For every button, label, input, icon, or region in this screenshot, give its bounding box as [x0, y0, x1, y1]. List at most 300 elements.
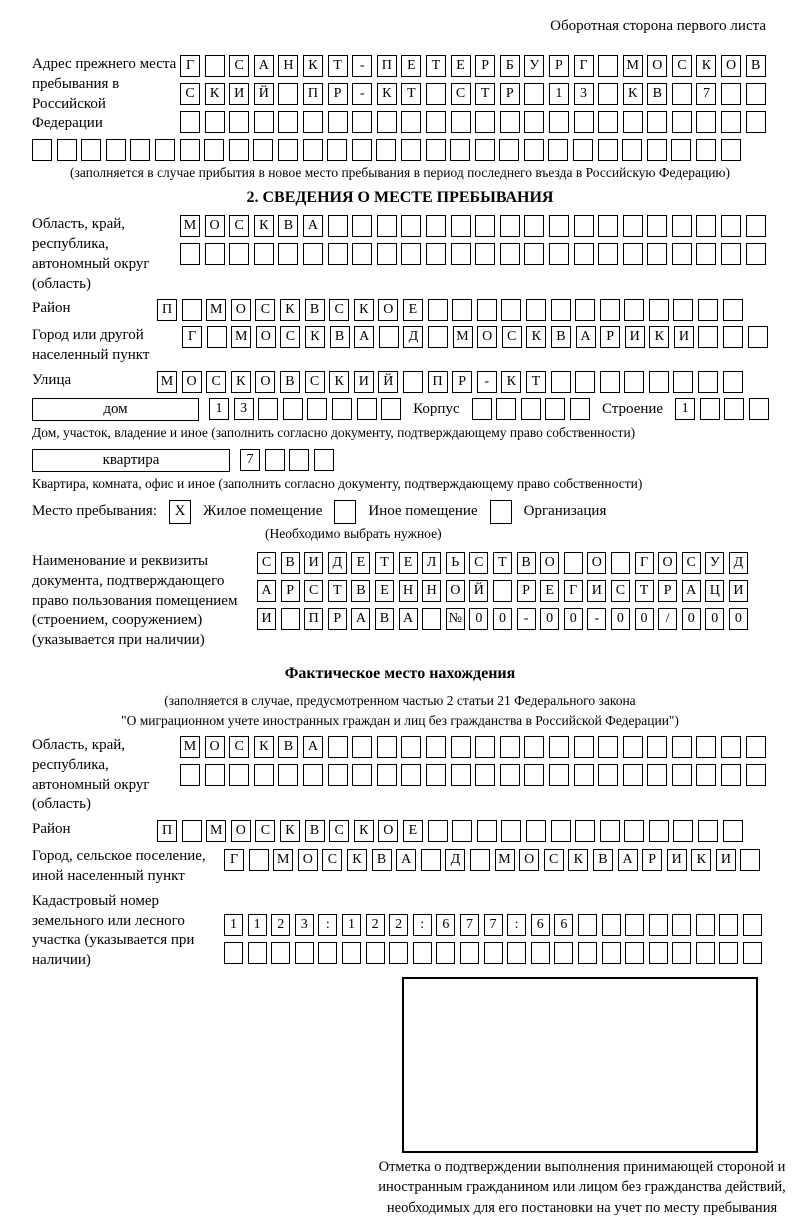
- char-cell[interactable]: [265, 449, 285, 471]
- char-cell[interactable]: [507, 942, 526, 964]
- char-cell[interactable]: Р: [475, 55, 495, 77]
- char-cell[interactable]: К: [347, 849, 367, 871]
- char-cell[interactable]: [574, 243, 594, 265]
- char-cell[interactable]: О: [658, 552, 677, 574]
- char-cell[interactable]: Е: [403, 299, 423, 321]
- char-cell[interactable]: [180, 111, 200, 133]
- char-cell[interactable]: [551, 299, 571, 321]
- char-cell[interactable]: И: [257, 608, 276, 630]
- char-cell[interactable]: К: [254, 215, 274, 237]
- char-cell[interactable]: 3: [574, 83, 594, 105]
- char-cell[interactable]: [403, 371, 423, 393]
- char-cell[interactable]: М: [453, 326, 473, 348]
- char-cell[interactable]: [698, 820, 718, 842]
- char-cell[interactable]: У: [705, 552, 724, 574]
- char-cell[interactable]: [549, 111, 569, 133]
- char-cell[interactable]: 7: [240, 449, 260, 471]
- char-cell[interactable]: Д: [445, 849, 465, 871]
- char-cell[interactable]: [524, 111, 544, 133]
- char-cell[interactable]: [570, 398, 590, 420]
- char-cell[interactable]: [493, 580, 512, 602]
- char-cell[interactable]: [352, 139, 372, 161]
- char-cell[interactable]: [574, 215, 594, 237]
- char-cell[interactable]: [180, 243, 200, 265]
- char-cell[interactable]: [573, 139, 593, 161]
- char-cell[interactable]: [401, 243, 421, 265]
- char-cell[interactable]: [500, 736, 520, 758]
- char-cell[interactable]: [278, 243, 298, 265]
- char-cell[interactable]: М: [495, 849, 515, 871]
- char-cell[interactable]: [254, 764, 274, 786]
- char-cell[interactable]: М: [157, 371, 177, 393]
- char-cell[interactable]: И: [229, 83, 249, 105]
- char-cell[interactable]: [746, 215, 766, 237]
- char-cell[interactable]: 2: [366, 914, 385, 936]
- char-cell[interactable]: [623, 764, 643, 786]
- char-cell[interactable]: 1: [224, 914, 243, 936]
- char-cell[interactable]: [307, 398, 327, 420]
- char-cell[interactable]: -: [477, 371, 497, 393]
- char-cell[interactable]: В: [551, 326, 571, 348]
- char-cell[interactable]: [526, 820, 546, 842]
- char-cell[interactable]: [598, 83, 618, 105]
- char-cell[interactable]: [723, 371, 743, 393]
- checkbox-organization[interactable]: [490, 500, 512, 524]
- char-cell[interactable]: [229, 764, 249, 786]
- char-cell[interactable]: Ц: [705, 580, 724, 602]
- char-cell[interactable]: П: [303, 83, 323, 105]
- char-cell[interactable]: [521, 398, 541, 420]
- char-cell[interactable]: [746, 243, 766, 265]
- cadastral-row-1[interactable]: [224, 914, 762, 936]
- char-cell[interactable]: С: [305, 371, 325, 393]
- stroenie-cells[interactable]: [675, 398, 769, 420]
- char-cell[interactable]: [401, 736, 421, 758]
- char-cell[interactable]: [600, 299, 620, 321]
- char-cell[interactable]: 0: [611, 608, 630, 630]
- char-cell[interactable]: Е: [375, 580, 394, 602]
- char-cell[interactable]: 7: [460, 914, 479, 936]
- char-cell[interactable]: О: [205, 736, 225, 758]
- apartment-box[interactable]: квартира: [32, 449, 230, 472]
- checkbox-residential[interactable]: X: [169, 500, 191, 524]
- char-cell[interactable]: В: [647, 83, 667, 105]
- char-cell[interactable]: О: [540, 552, 559, 574]
- char-cell[interactable]: [524, 243, 544, 265]
- char-cell[interactable]: М: [623, 55, 643, 77]
- char-cell[interactable]: [721, 83, 741, 105]
- char-cell[interactable]: О: [378, 820, 398, 842]
- char-cell[interactable]: В: [281, 552, 300, 574]
- char-cell[interactable]: [328, 764, 348, 786]
- char-cell[interactable]: [574, 764, 594, 786]
- char-cell[interactable]: М: [180, 736, 200, 758]
- char-cell[interactable]: [672, 83, 692, 105]
- char-cell[interactable]: [602, 942, 621, 964]
- char-cell[interactable]: [743, 914, 762, 936]
- char-cell[interactable]: Р: [500, 83, 520, 105]
- char-cell[interactable]: [278, 764, 298, 786]
- char-cell[interactable]: Д: [403, 326, 423, 348]
- char-cell[interactable]: 7: [484, 914, 503, 936]
- char-cell[interactable]: :: [507, 914, 526, 936]
- char-cell[interactable]: [623, 243, 643, 265]
- char-cell[interactable]: И: [674, 326, 694, 348]
- char-cell[interactable]: О: [477, 326, 497, 348]
- char-cell[interactable]: О: [205, 215, 225, 237]
- region-row-2[interactable]: [180, 243, 766, 265]
- char-cell[interactable]: [600, 371, 620, 393]
- char-cell[interactable]: [205, 111, 225, 133]
- apartment-cells[interactable]: [240, 449, 334, 471]
- char-cell[interactable]: [696, 243, 716, 265]
- prev-address-row-2[interactable]: [180, 83, 766, 105]
- char-cell[interactable]: К: [377, 83, 397, 105]
- char-cell[interactable]: Р: [452, 371, 472, 393]
- char-cell[interactable]: [575, 820, 595, 842]
- char-cell[interactable]: [460, 942, 479, 964]
- char-cell[interactable]: И: [667, 849, 687, 871]
- char-cell[interactable]: [696, 215, 716, 237]
- char-cell[interactable]: [721, 111, 741, 133]
- char-cell[interactable]: М: [231, 326, 251, 348]
- char-cell[interactable]: К: [501, 371, 521, 393]
- char-cell[interactable]: К: [280, 299, 300, 321]
- char-cell[interactable]: Е: [401, 55, 421, 77]
- char-cell[interactable]: [205, 764, 225, 786]
- char-cell[interactable]: О: [231, 820, 251, 842]
- char-cell[interactable]: Е: [399, 552, 418, 574]
- char-cell[interactable]: К: [303, 55, 323, 77]
- char-cell[interactable]: К: [568, 849, 588, 871]
- char-cell[interactable]: [673, 371, 693, 393]
- char-cell[interactable]: [749, 398, 769, 420]
- char-cell[interactable]: О: [256, 326, 276, 348]
- char-cell[interactable]: С: [451, 83, 471, 105]
- char-cell[interactable]: [207, 326, 227, 348]
- char-cell[interactable]: [598, 243, 618, 265]
- document-row-3[interactable]: [257, 608, 748, 630]
- char-cell[interactable]: О: [446, 580, 465, 602]
- char-cell[interactable]: 1: [549, 83, 569, 105]
- char-cell[interactable]: [724, 398, 744, 420]
- char-cell[interactable]: К: [696, 55, 716, 77]
- char-cell[interactable]: [611, 552, 630, 574]
- char-cell[interactable]: И: [716, 849, 736, 871]
- char-cell[interactable]: С: [229, 736, 249, 758]
- char-cell[interactable]: Д: [729, 552, 748, 574]
- char-cell[interactable]: [551, 371, 571, 393]
- char-cell[interactable]: В: [278, 736, 298, 758]
- char-cell[interactable]: [549, 736, 569, 758]
- char-cell[interactable]: [303, 764, 323, 786]
- char-cell[interactable]: [672, 764, 692, 786]
- char-cell[interactable]: [377, 736, 397, 758]
- char-cell[interactable]: [303, 111, 323, 133]
- char-cell[interactable]: [672, 914, 691, 936]
- char-cell[interactable]: 0: [705, 608, 724, 630]
- char-cell[interactable]: Р: [328, 608, 347, 630]
- char-cell[interactable]: [625, 942, 644, 964]
- char-cell[interactable]: [721, 764, 741, 786]
- char-cell[interactable]: К: [623, 83, 643, 105]
- char-cell[interactable]: [352, 764, 372, 786]
- char-cell[interactable]: В: [375, 608, 394, 630]
- char-cell[interactable]: С: [229, 55, 249, 77]
- char-cell[interactable]: [740, 849, 760, 871]
- char-cell[interactable]: Ь: [446, 552, 465, 574]
- char-cell[interactable]: [289, 449, 309, 471]
- char-cell[interactable]: [303, 139, 323, 161]
- house-box[interactable]: дом: [32, 398, 199, 421]
- cadastral-row-2[interactable]: [224, 942, 762, 964]
- char-cell[interactable]: П: [304, 608, 323, 630]
- char-cell[interactable]: [524, 764, 544, 786]
- char-cell[interactable]: Е: [451, 55, 471, 77]
- char-cell[interactable]: [451, 243, 471, 265]
- char-cell[interactable]: [254, 243, 274, 265]
- char-cell[interactable]: [426, 764, 446, 786]
- char-cell[interactable]: [426, 215, 446, 237]
- char-cell[interactable]: С: [206, 371, 226, 393]
- char-cell[interactable]: [696, 736, 716, 758]
- char-cell[interactable]: И: [304, 552, 323, 574]
- char-cell[interactable]: [328, 243, 348, 265]
- char-cell[interactable]: [224, 942, 243, 964]
- char-cell[interactable]: [357, 398, 377, 420]
- char-cell[interactable]: 0: [729, 608, 748, 630]
- char-cell[interactable]: [574, 111, 594, 133]
- char-cell[interactable]: 0: [635, 608, 654, 630]
- char-cell[interactable]: [496, 398, 516, 420]
- char-cell[interactable]: Н: [399, 580, 418, 602]
- char-cell[interactable]: Р: [549, 55, 569, 77]
- char-cell[interactable]: [271, 942, 290, 964]
- char-cell[interactable]: [452, 820, 472, 842]
- char-cell[interactable]: [598, 764, 618, 786]
- char-cell[interactable]: [182, 820, 202, 842]
- char-cell[interactable]: [548, 139, 568, 161]
- char-cell[interactable]: [450, 139, 470, 161]
- char-cell[interactable]: 6: [436, 914, 455, 936]
- char-cell[interactable]: [352, 736, 372, 758]
- char-cell[interactable]: Р: [642, 849, 662, 871]
- char-cell[interactable]: [624, 371, 644, 393]
- prev-address-row-3[interactable]: [180, 111, 766, 133]
- char-cell[interactable]: [452, 299, 472, 321]
- char-cell[interactable]: [182, 299, 202, 321]
- char-cell[interactable]: К: [205, 83, 225, 105]
- char-cell[interactable]: М: [206, 299, 226, 321]
- char-cell[interactable]: [649, 299, 669, 321]
- char-cell[interactable]: [106, 139, 126, 161]
- char-cell[interactable]: [258, 398, 278, 420]
- char-cell[interactable]: [377, 215, 397, 237]
- char-cell[interactable]: С: [329, 820, 349, 842]
- char-cell[interactable]: Т: [401, 83, 421, 105]
- char-cell[interactable]: [130, 139, 150, 161]
- char-cell[interactable]: [649, 371, 669, 393]
- char-cell[interactable]: С: [544, 849, 564, 871]
- char-cell[interactable]: 2: [389, 914, 408, 936]
- checkbox-other-premises[interactable]: [334, 500, 356, 524]
- char-cell[interactable]: Г: [564, 580, 583, 602]
- char-cell[interactable]: 0: [493, 608, 512, 630]
- char-cell[interactable]: [278, 139, 298, 161]
- city-row[interactable]: [182, 326, 768, 348]
- char-cell[interactable]: Т: [328, 55, 348, 77]
- char-cell[interactable]: [598, 111, 618, 133]
- char-cell[interactable]: О: [378, 299, 398, 321]
- char-cell[interactable]: [475, 243, 495, 265]
- char-cell[interactable]: [81, 139, 101, 161]
- char-cell[interactable]: [436, 942, 455, 964]
- actual-city-row[interactable]: [224, 849, 760, 871]
- char-cell[interactable]: [564, 552, 583, 574]
- char-cell[interactable]: :: [413, 914, 432, 936]
- char-cell[interactable]: [352, 111, 372, 133]
- char-cell[interactable]: [746, 764, 766, 786]
- char-cell[interactable]: В: [330, 326, 350, 348]
- char-cell[interactable]: [721, 139, 741, 161]
- char-cell[interactable]: [328, 215, 348, 237]
- char-cell[interactable]: [381, 398, 401, 420]
- char-cell[interactable]: [696, 139, 716, 161]
- char-cell[interactable]: [625, 914, 644, 936]
- char-cell[interactable]: [499, 139, 519, 161]
- char-cell[interactable]: С: [304, 580, 323, 602]
- char-cell[interactable]: В: [351, 580, 370, 602]
- char-cell[interactable]: У: [524, 55, 544, 77]
- char-cell[interactable]: [328, 736, 348, 758]
- char-cell[interactable]: [598, 736, 618, 758]
- char-cell[interactable]: М: [180, 215, 200, 237]
- char-cell[interactable]: [723, 820, 743, 842]
- actual-region-row-1[interactable]: [180, 736, 766, 758]
- char-cell[interactable]: [205, 55, 225, 77]
- char-cell[interactable]: [649, 914, 668, 936]
- char-cell[interactable]: [32, 139, 52, 161]
- char-cell[interactable]: [500, 215, 520, 237]
- char-cell[interactable]: [377, 243, 397, 265]
- char-cell[interactable]: [451, 111, 471, 133]
- char-cell[interactable]: [623, 736, 643, 758]
- char-cell[interactable]: [229, 139, 249, 161]
- char-cell[interactable]: О: [721, 55, 741, 77]
- char-cell[interactable]: [748, 326, 768, 348]
- char-cell[interactable]: Т: [375, 552, 394, 574]
- char-cell[interactable]: 6: [531, 914, 550, 936]
- char-cell[interactable]: С: [502, 326, 522, 348]
- char-cell[interactable]: [475, 215, 495, 237]
- char-cell[interactable]: [484, 942, 503, 964]
- char-cell[interactable]: 1: [209, 398, 229, 420]
- char-cell[interactable]: [723, 326, 743, 348]
- char-cell[interactable]: [524, 83, 544, 105]
- region-row-1[interactable]: [180, 215, 766, 237]
- house-number-cells[interactable]: [209, 398, 401, 420]
- char-cell[interactable]: [475, 139, 495, 161]
- korpus-cells[interactable]: [472, 398, 590, 420]
- char-cell[interactable]: О: [519, 849, 539, 871]
- char-cell[interactable]: Т: [328, 580, 347, 602]
- char-cell[interactable]: [327, 139, 347, 161]
- char-cell[interactable]: [696, 914, 715, 936]
- char-cell[interactable]: С: [257, 552, 276, 574]
- char-cell[interactable]: В: [280, 371, 300, 393]
- char-cell[interactable]: Е: [351, 552, 370, 574]
- char-cell[interactable]: [475, 111, 495, 133]
- char-cell[interactable]: В: [305, 299, 325, 321]
- char-cell[interactable]: К: [354, 299, 374, 321]
- char-cell[interactable]: [426, 111, 446, 133]
- char-cell[interactable]: [249, 849, 269, 871]
- char-cell[interactable]: -: [587, 608, 606, 630]
- char-cell[interactable]: [155, 139, 175, 161]
- char-cell[interactable]: [623, 111, 643, 133]
- char-cell[interactable]: А: [351, 608, 370, 630]
- char-cell[interactable]: Г: [224, 849, 244, 871]
- char-cell[interactable]: [477, 299, 497, 321]
- char-cell[interactable]: Й: [254, 83, 274, 105]
- char-cell[interactable]: 1: [675, 398, 695, 420]
- char-cell[interactable]: 0: [564, 608, 583, 630]
- char-cell[interactable]: [551, 820, 571, 842]
- char-cell[interactable]: [598, 139, 618, 161]
- char-cell[interactable]: А: [396, 849, 416, 871]
- char-cell[interactable]: А: [303, 736, 323, 758]
- char-cell[interactable]: [549, 764, 569, 786]
- char-cell[interactable]: №: [446, 608, 465, 630]
- char-cell[interactable]: О: [255, 371, 275, 393]
- char-cell[interactable]: Г: [180, 55, 200, 77]
- char-cell[interactable]: Б: [500, 55, 520, 77]
- char-cell[interactable]: С: [469, 552, 488, 574]
- char-cell[interactable]: Т: [426, 55, 446, 77]
- char-cell[interactable]: [647, 243, 667, 265]
- char-cell[interactable]: [501, 820, 521, 842]
- char-cell[interactable]: [428, 820, 448, 842]
- char-cell[interactable]: [746, 111, 766, 133]
- prev-address-row-1[interactable]: [180, 55, 766, 77]
- char-cell[interactable]: [401, 139, 421, 161]
- char-cell[interactable]: /: [658, 608, 677, 630]
- char-cell[interactable]: [721, 215, 741, 237]
- char-cell[interactable]: Т: [526, 371, 546, 393]
- char-cell[interactable]: 3: [295, 914, 314, 936]
- char-cell[interactable]: [574, 736, 594, 758]
- char-cell[interactable]: [303, 243, 323, 265]
- char-cell[interactable]: С: [672, 55, 692, 77]
- char-cell[interactable]: [647, 215, 667, 237]
- char-cell[interactable]: [451, 215, 471, 237]
- char-cell[interactable]: [719, 914, 738, 936]
- char-cell[interactable]: Г: [182, 326, 202, 348]
- char-cell[interactable]: [673, 820, 693, 842]
- document-row-1[interactable]: [257, 552, 748, 574]
- char-cell[interactable]: [602, 914, 621, 936]
- char-cell[interactable]: М: [273, 849, 293, 871]
- char-cell[interactable]: [721, 243, 741, 265]
- char-cell[interactable]: [672, 215, 692, 237]
- char-cell[interactable]: [401, 111, 421, 133]
- char-cell[interactable]: [295, 942, 314, 964]
- char-cell[interactable]: [649, 942, 668, 964]
- char-cell[interactable]: [501, 299, 521, 321]
- char-cell[interactable]: [698, 326, 718, 348]
- char-cell[interactable]: [524, 736, 544, 758]
- char-cell[interactable]: Н: [422, 580, 441, 602]
